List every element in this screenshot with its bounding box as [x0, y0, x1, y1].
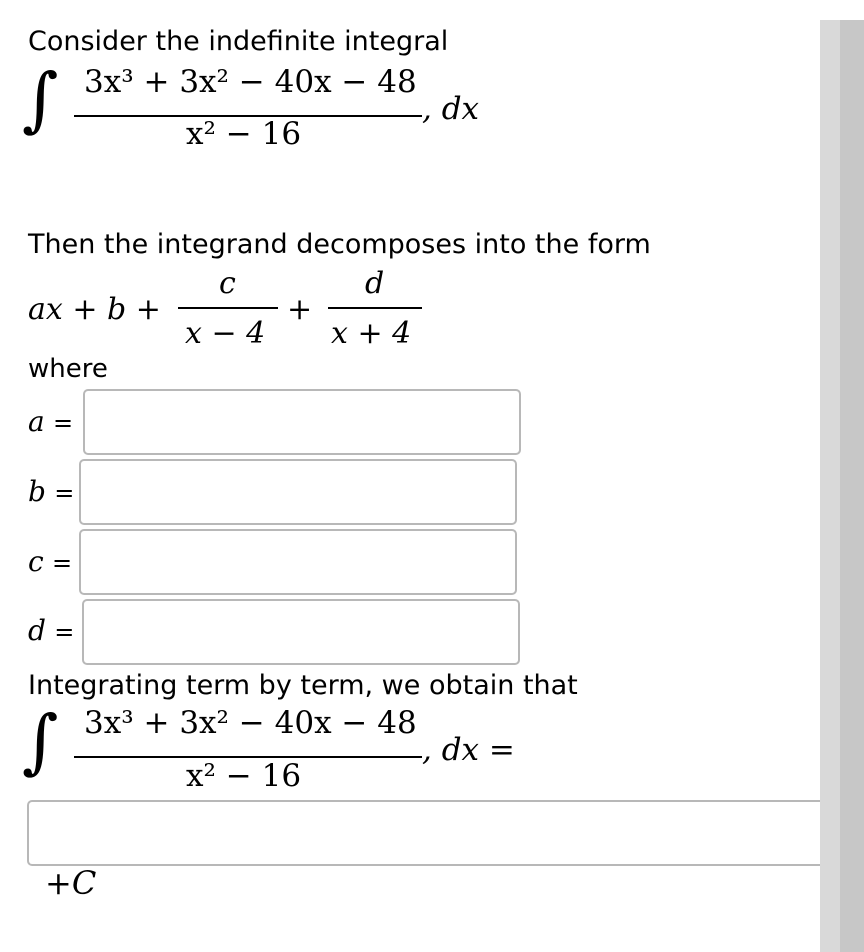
answer-a-label: a — [28, 405, 45, 438]
final-answer-input[interactable] — [27, 800, 840, 866]
integral1-numerator: 3x³ + 3x² − 40x − 48 — [84, 64, 417, 100]
form-frac1-denominator: x − 4 — [185, 316, 266, 351]
integral-sign-2: ∫ — [22, 700, 59, 782]
answer-d-label: d — [28, 614, 46, 647]
answer-a-input[interactable] — [83, 389, 521, 455]
answer-b-label: b — [28, 475, 46, 508]
form-frac2-numerator: d — [365, 266, 385, 301]
integrating-text: Integrating term by term, we obtain that — [28, 670, 578, 701]
scrollbar[interactable] — [840, 20, 864, 952]
integral2-numerator: 3x³ + 3x² − 40x − 48 — [84, 705, 417, 741]
form-frac2-bar — [328, 307, 422, 309]
constant-c: +C — [45, 864, 97, 902]
answer-b-equals: = — [54, 479, 75, 507]
answer-b-row — [28, 475, 74, 508]
form-frac2-denominator: x + 4 — [331, 316, 412, 351]
integral2-dx: , dx = — [422, 732, 515, 768]
integral1-dx: , dx — [422, 91, 480, 127]
form-plus: + — [287, 292, 313, 327]
intro-text: Consider the indefinite integral — [28, 26, 449, 57]
answer-a-row — [28, 405, 73, 438]
answer-c-label: c — [28, 545, 44, 578]
form-leading: ax + b + — [28, 292, 161, 327]
answer-a-equals: = — [52, 409, 74, 437]
answer-c-equals: = — [51, 549, 73, 577]
answer-d-row — [28, 614, 74, 647]
answer-d-equals: = — [54, 618, 75, 646]
answer-c-input[interactable] — [79, 529, 517, 595]
answer-c-row — [28, 545, 72, 578]
form-frac1-numerator: c — [219, 266, 236, 301]
where-text: where — [28, 354, 108, 384]
integral2-denominator: x² − 16 — [186, 758, 302, 794]
integral1-denominator: x² − 16 — [186, 116, 302, 152]
decompose-text: Then the integrand decomposes into the form — [28, 229, 651, 260]
answer-d-input[interactable] — [82, 599, 520, 665]
integral-sign-1: ∫ — [22, 58, 59, 140]
answer-b-input[interactable] — [79, 459, 517, 525]
form-frac1-bar — [178, 307, 278, 309]
